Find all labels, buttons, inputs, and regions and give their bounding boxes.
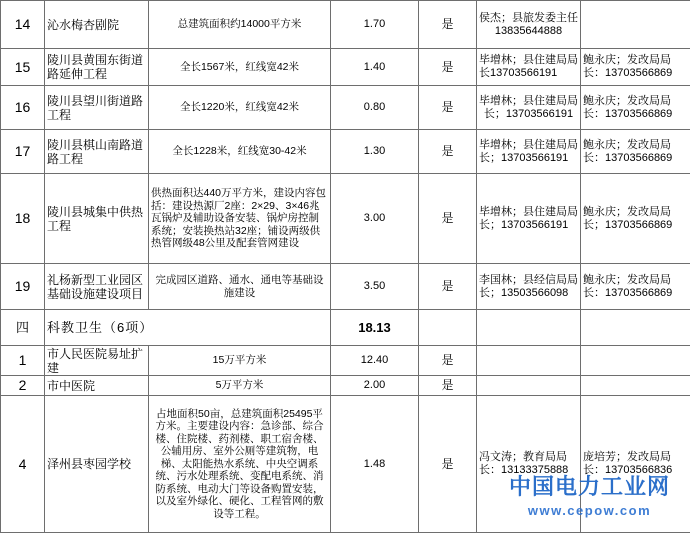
project-name: 陵川县黄围东街道路延伸工程 [45,49,149,86]
yes-flag: 是 [419,1,477,49]
section-title: 科教卫生（6项） [45,310,331,346]
investment-value: 12.40 [331,346,419,376]
project-name: 市人民医院易址扩建 [45,346,149,376]
yes-flag: 是 [419,130,477,174]
responsible-leader [477,346,581,376]
responsible-leader: 李国林；县经信局局长；13503566098 [477,264,581,310]
investment-value: 3.00 [331,174,419,264]
yes-flag: 是 [419,376,477,396]
coordinating-leader: 鲍永庆；发改局局长：13703566869 [581,264,690,310]
table-row [1,264,690,310]
watermark-url: www.cepow.com [509,503,670,518]
responsible-leader: 毕增林；县住建局局长；13703566191 [477,86,581,130]
project-scale: 全长1220米，红线宽42米 [149,86,331,130]
investment-value: 1.70 [331,1,419,49]
yes-flag: 是 [419,264,477,310]
coordinating-leader: 庞培芳；发改局局长：13703566836 [581,396,690,533]
row-number: 14 [1,1,45,49]
coordinating-leader [581,1,690,49]
yes-flag: 是 [419,396,477,533]
investment-value: 1.30 [331,130,419,174]
coordinating-leader: 鲍永庆；发改局局长：13703566869 [581,130,690,174]
table-row [1,376,690,396]
project-scale: 完成园区道路、通水、通电等基础设施建设 [149,264,331,310]
project-name: 泽州县枣园学校 [45,396,149,533]
table-row [1,396,690,533]
project-scale: 占地面积50亩，总建筑面积25495平方米。主要建设内容：急诊部、综合楼、住院楼、药剂楼、职工宿舍楼、公辅用房、室外公厕等建筑物，电梯、太阳能热水系统、中央空调系统、污水处理系统、变配电系统、消防系统、电动大门等设备购置安装，以及室外绿化、硬化、工程管网的敷设等工程。 [149,396,331,533]
investment-value: 2.00 [331,376,419,396]
row-number: 15 [1,49,45,86]
coordinating-leader: 鲍永庆；发改局局长；13703566869 [581,174,690,264]
responsible-leader: 毕增林；县住建局局长13703566191 [477,49,581,86]
table-row [1,174,690,264]
investment-value: 1.48 [331,396,419,533]
section-number: 四 [1,310,45,346]
responsible-leader: 毕增林；县住建局局长；13703566191 [477,130,581,174]
table-row [1,49,690,86]
table-row [1,1,690,49]
coordinating-leader [581,376,690,396]
yes-flag: 是 [419,174,477,264]
investment-value: 1.40 [331,49,419,86]
project-name: 市中医院 [45,376,149,396]
row-number: 4 [1,396,45,533]
project-scale: 5万平方米 [149,376,331,396]
row-number: 2 [1,376,45,396]
section-header-row [1,310,690,346]
row-number: 17 [1,130,45,174]
project-name: 沁水梅杏剧院 [45,1,149,49]
yes-flag: 是 [419,86,477,130]
row-number: 16 [1,86,45,130]
responsible-leader: 冯文涛；教育局局长：13133375888 [477,396,581,533]
coordinating-leader: 鲍永庆；发改局局长：13703566869 [581,49,690,86]
project-scale: 全长1567米，红线宽42米 [149,49,331,86]
investment-value: 0.80 [331,86,419,130]
project-scale: 供热面积达440万平方米，建设内容包括：建设热源厂2座：2×29、3×46兆瓦锅炉及辅助设备安装、锅炉房控制系统；安装换热站32座；铺设两级供热管网级48公里及配套管网建设 [149,174,331,264]
project-scale: 15万平方米 [149,346,331,376]
yes-flag: 是 [419,49,477,86]
table-row [1,86,690,130]
responsible-leader: 侯杰；县旅发委主任13835644888 [477,1,581,49]
watermark-title: 中国电力工业网 [509,470,670,501]
coordinating-leader [581,346,690,376]
empty-cell [477,310,581,346]
table-row [1,346,690,376]
project-scale: 全长1228米，红线宽30-42米 [149,130,331,174]
project-name: 礼杨新型工业园区基础设施建设项目 [45,264,149,310]
project-name: 陵川县望川街道路工程 [45,86,149,130]
yes-flag: 是 [419,346,477,376]
project-name: 陵川县棋山南路道路工程 [45,130,149,174]
responsible-leader: 毕增林；县住建局局长；13703566191 [477,174,581,264]
empty-cell [419,310,477,346]
row-number: 1 [1,346,45,376]
project-name: 陵川县城集中供热工程 [45,174,149,264]
empty-cell [581,310,690,346]
coordinating-leader: 鲍永庆；发改局局长：13703566869 [581,86,690,130]
project-scale: 总建筑面积约14000平方米 [149,1,331,49]
row-number: 18 [1,174,45,264]
investment-value: 3.50 [331,264,419,310]
row-number: 19 [1,264,45,310]
section-total: 18.13 [331,310,419,346]
table-row [1,130,690,174]
responsible-leader [477,376,581,396]
